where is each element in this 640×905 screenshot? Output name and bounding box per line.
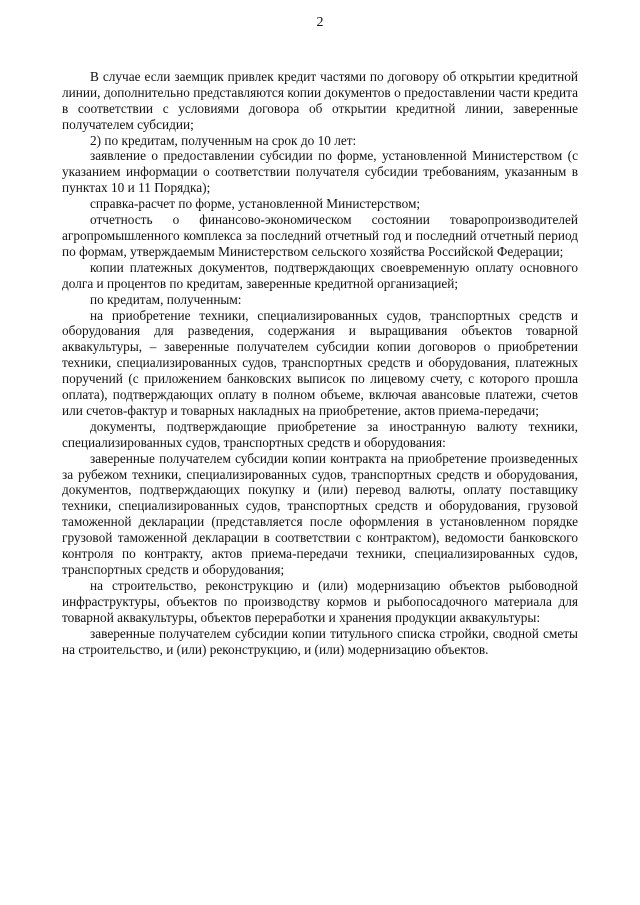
paragraph: на приобретение техники, специализированных судов, транспортных средств и оборудования для разведения, содержания и выращивания объектов товарной аквакультуры, – заверенные получателем субсидии копии договоров о приобретении техники, специализированных судов, транспортных средств и оборудования, платежных поручений (с приложением банковских выписок по лицевому счету, с которого прошла оплата), подтверждающих оплату в полном объеме, включая авансовые платежи, счетов или счетов-фактур и товарных накладных на приобретение, актов приема-передачи; <box>62 307 578 418</box>
paragraph: заявление о предоставлении субсидии по форме, установленной Министерством (с указанием информации о соответствии получателя субсидии требованиям, указанным в пунктах 10 и 11 Порядка); <box>62 148 578 196</box>
paragraph: на строительство, реконструкцию и (или) модернизацию объектов рыбоводной инфраструктуры, объектов по производству кормов и рыбопосадочного материала для товарной аквакультуры, объектов переработки и хранения продукции аквакультуры: <box>62 577 578 625</box>
paragraph: справка-расчет по форме, установленной Министерством; <box>90 196 421 212</box>
paragraph: по кредитам, полученным: <box>90 291 242 307</box>
paragraph: заверенные получателем субсидии копии контракта на приобретение произведенных за рубежом техники, специализированных судов, транспортных средств и оборудования, документов, подтверждающих покупку и (или) перевод валюты, оплату поставщику техники, специализированных судов, транспортных средств и оборудования, грузовой таможенной декларации (представляется после оформления в установленном порядке грузовой таможенной декларации в соответствии с контрактом), ведомости банковского контроля по контракту, актов приема-передачи техники, специализированных судов, транспортных средств и оборудования; <box>62 450 578 577</box>
paragraph: 2) по кредитам, полученным на срок до 10 лет: <box>90 132 357 148</box>
paragraph: В случае если заемщик привлек кредит частями по договору об открытии кредитной линии, дополнительно представляются копии документов о предоставлении части кредита в соответствии с условиями договора об открытии кредитной линии, заверенные получателем субсидии; <box>62 68 578 132</box>
paragraph: документы, подтверждающие приобретение за иностранную валюту техники, специализированных судов, транспортных средств и оборудования: <box>62 418 578 450</box>
paragraph: копии платежных документов, подтверждающих своевременную оплату основного долга и процентов по кредитам, заверенные кредитной организацией; <box>62 259 578 291</box>
paragraph: отчетность о финансово-экономическом состоянии товаропроизводителей агропромышленного комплекса за последний отчетный год и последний отчетный период по формам, утверждаемым Министерством сельского хозяйства Российской Федерации; <box>62 212 578 259</box>
page-number: 2 <box>316 15 324 30</box>
paragraph: заверенные получателем субсидии копии титульного списка стройки, сводной сметы на строительство, и (или) реконструкцию, и (или) модернизацию объектов. <box>62 625 578 657</box>
